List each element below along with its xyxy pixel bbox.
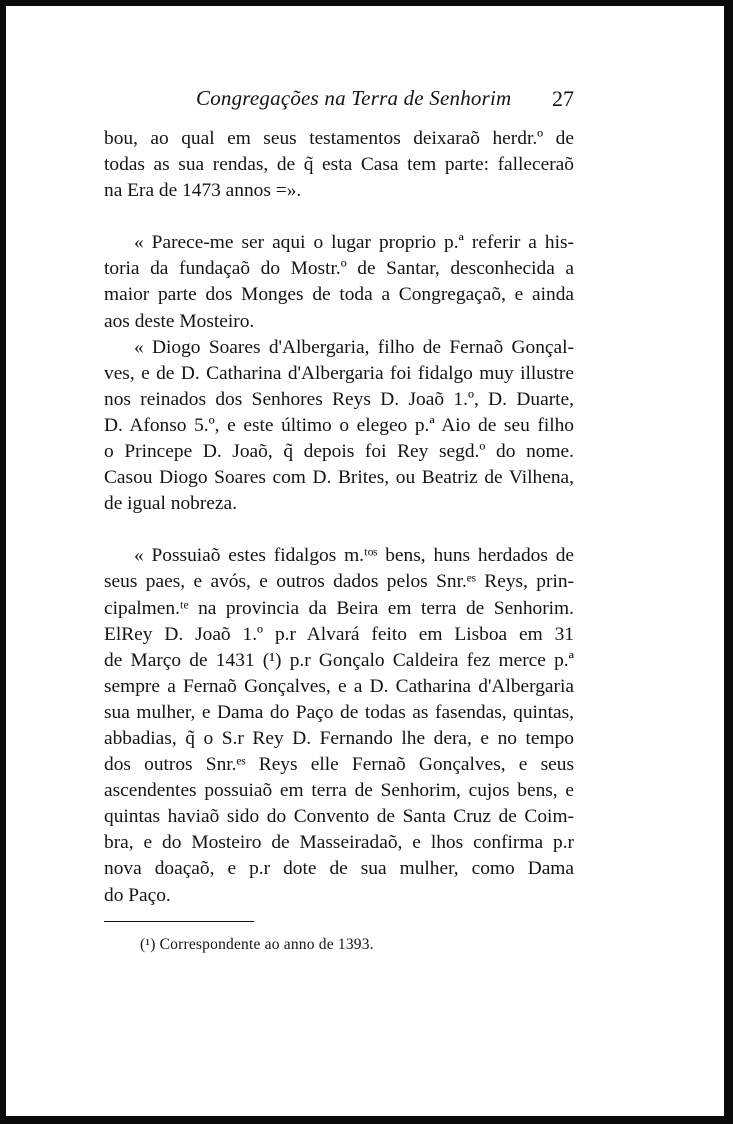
text-line: dos outros Snr.ᵉˢ Reys elle Fernaõ Gonçalves, e seus (104, 754, 574, 776)
paragraph (104, 543, 574, 908)
text-line: seus paes, e avós, e outros dados pelos Snr.ᵉˢ Reys, prin- (104, 571, 574, 593)
scan-border-bottom (0, 1116, 733, 1124)
scan-border-left (0, 0, 6, 1124)
text-line: ElRey D. Joaõ 1.º p.r Alvará feito em Lisboa em 31 (104, 623, 574, 645)
text-line: sempre a Fernaõ Gonçalves, e a D. Catharina d'Albergaria (104, 675, 574, 697)
scan-border-top (0, 0, 733, 6)
text-line: ves, e de D. Catharina d'Albergaria foi fidalgo muy illustre (104, 362, 574, 384)
text-line: bou, ao qual em seus testamentos deixaraõ herdr.º de (104, 128, 574, 149)
text-line: quintas haviaõ sido do Convento de Santa Cruz de Coim- (104, 806, 574, 828)
text-line: toria da fundaçaõ do Mostr.º de Santar, desconhecida a (104, 258, 574, 280)
paragraph (104, 335, 574, 518)
text-line: de Março de 1431 (¹) p.r Gonçalo Caldeira fez merce p.ª (104, 649, 574, 671)
text-line: aos deste Mosteiro. (104, 310, 255, 332)
text-line: Casou Diogo Soares com D. Brites, ou Beatriz de Vilhena, (104, 467, 574, 489)
footnote-separator (104, 921, 254, 922)
text-line: « Parece-me ser aqui o lugar proprio p.ª referir a his- (134, 232, 574, 254)
text-line: do Paço. (104, 884, 171, 906)
text-line: ascendentes possuiaõ em terra de Senhorim, cujos bens, e (104, 780, 574, 802)
paragraph (104, 126, 574, 204)
page-header (104, 80, 574, 112)
text-line: cipalmen.ᵗᵉ na provincia da Beira em terra de Senhorim. (104, 597, 574, 619)
text-line: na Era de 1473 annos =». (104, 180, 302, 202)
text-line: bra, e do Mosteiro de Masseiradaõ, e lhos confirma p.r (104, 832, 574, 854)
text-line: o Princepe D. Joaõ, q̃ depois foi Rey segd.º do nome. (104, 441, 574, 463)
footnote: (¹) Correspondente ao anno de 1393. (140, 936, 374, 953)
text-line: sua mulher, e Dama do Paço de todas as fasendas, quintas, (104, 701, 574, 723)
running-title: Congregações na Terra de Senhorim (196, 86, 512, 110)
text-line: nova doaçaõ, e p.r dote de sua mulher, como Dama (104, 858, 574, 880)
text-line: « Diogo Soares d'Albergaria, filho de Fernaõ Gonçal- (134, 336, 574, 358)
text-line: D. Afonso 5.º, e este último o elegeo p.ª Aio de seu filho (104, 414, 574, 436)
body-text (104, 126, 574, 909)
scan-border-right (724, 0, 733, 1124)
text-line: de igual nobreza. (104, 493, 237, 515)
text-line: « Possuiaõ estes fidalgos m.ᵗᵒˢ bens, huns herdados de (134, 545, 574, 567)
page-number: 27 (552, 86, 574, 111)
text-line: maior parte dos Monges de toda a Congregaçaõ, e ainda (104, 284, 574, 306)
text-line: todas as sua rendas, de q̃ esta Casa tem parte: falleceraõ (104, 154, 574, 176)
text-line: nos reinados dos Senhores Reys D. Joaõ 1.º, D. Duarte, (104, 388, 574, 410)
paragraph (104, 230, 574, 334)
text-line: abbadias, q̃ o S.r Rey D. Fernando lhe dera, e no tempo (104, 727, 574, 749)
